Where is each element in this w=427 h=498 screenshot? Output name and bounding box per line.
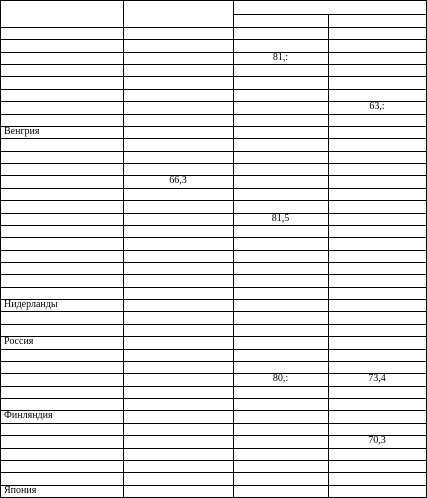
country-cell: Нидерланды <box>4 299 58 310</box>
table-row <box>0 76 427 88</box>
table-row <box>0 287 427 299</box>
table-row <box>0 336 427 348</box>
header-divider <box>233 14 426 15</box>
table-row <box>0 324 427 336</box>
country-cell: Россия <box>4 336 34 347</box>
table-row <box>0 361 427 373</box>
table-row <box>0 299 427 311</box>
table-row <box>0 460 427 472</box>
table-row <box>0 250 427 262</box>
table-row <box>0 138 427 150</box>
table-row <box>0 39 427 51</box>
table-row <box>0 101 427 113</box>
table-row <box>0 448 427 460</box>
value-cell: 81,5 <box>271 213 290 224</box>
table-row <box>0 237 427 249</box>
table-row <box>0 349 427 361</box>
table-row <box>0 386 427 398</box>
table-row <box>0 151 427 163</box>
table-row <box>0 114 427 126</box>
country-cell: Япония <box>4 485 37 496</box>
table-row <box>0 485 427 497</box>
value-cell: 73,4 <box>368 373 386 384</box>
table-row <box>0 175 427 187</box>
table-border-top <box>0 0 426 1</box>
table-row <box>0 225 427 237</box>
value-cell: 80,: <box>272 373 289 384</box>
table-row <box>0 262 427 274</box>
table-row <box>0 373 427 385</box>
table-row <box>0 398 427 410</box>
table-row <box>0 89 427 101</box>
table-row <box>0 52 427 64</box>
table-row <box>0 435 427 447</box>
table-row <box>0 188 427 200</box>
table-row <box>0 472 427 484</box>
table-row <box>0 213 427 225</box>
table-row <box>0 274 427 286</box>
table-row <box>0 126 427 138</box>
value-cell: 63,: <box>369 101 385 112</box>
table-row <box>0 163 427 175</box>
value-cell: 66,3 <box>169 175 187 186</box>
country-cell: Венгрия <box>4 126 40 137</box>
table-row <box>0 311 427 323</box>
table-row <box>0 64 427 76</box>
value-cell: 81,: <box>272 52 289 63</box>
table-row <box>0 200 427 212</box>
value-cell: 70,3 <box>368 435 386 446</box>
table-row <box>0 410 427 422</box>
country-cell: Финляндия <box>4 410 53 421</box>
table-row <box>0 27 427 39</box>
table-row <box>0 423 427 435</box>
